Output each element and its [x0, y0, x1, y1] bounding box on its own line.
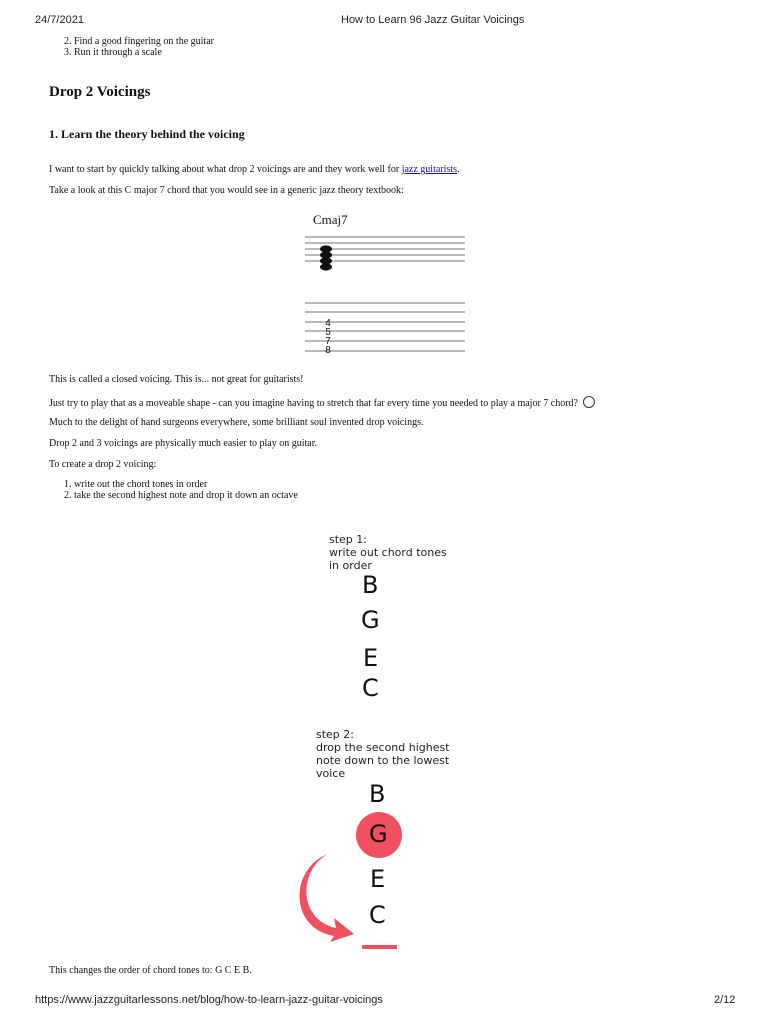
paragraph-closed: This is called a closed voicing. This is... not great for guitarists! — [49, 374, 304, 385]
subsection-title: 1. Learn the theory behind the voicing — [49, 127, 245, 141]
step2-caption — [316, 728, 450, 780]
section-title: Drop 2 Voicings — [49, 84, 151, 100]
step2-line: drop the second highest — [316, 741, 450, 754]
print-title: How to Learn 96 Jazz Guitar Voicings — [341, 14, 525, 26]
step2-note-c: C — [369, 901, 386, 929]
paragraph-result: This changes the order of chord tones to: G C E B. — [49, 965, 252, 976]
chord-name: Cmaj7 — [313, 212, 348, 227]
step2-note-b: B — [369, 780, 386, 808]
paragraph-surgeons: Much to the delight of hand surgeons everywhere, some brilliant soul invented drop voicings. — [49, 417, 424, 428]
tab-fret: 8 — [325, 345, 331, 356]
list-item: 1. write out the chord tones in order — [74, 479, 298, 490]
step1-line: step 1: — [329, 533, 367, 546]
step1-line: in order — [329, 559, 372, 572]
notation-figure — [300, 228, 470, 358]
print-url: https://www.jazzguitarlessons.net/blog/how-to-learn-jazz-guitar-voicings — [35, 994, 383, 1006]
confused-face-icon — [583, 396, 595, 408]
tab-fret: 5 — [325, 327, 331, 338]
paragraph-easier: Drop 2 and 3 voicings are physically much easier to play on guitar. — [49, 438, 317, 449]
paragraph-text: . — [456, 164, 460, 175]
step2-note-e: E — [370, 865, 386, 893]
step2-note-g: G — [369, 820, 388, 848]
print-date: 24/7/2021 — [35, 14, 84, 26]
step1-line: write out chord tones — [329, 546, 447, 559]
steps-list — [49, 479, 298, 501]
step1-note-b: B — [362, 571, 379, 599]
step1-caption — [329, 533, 447, 572]
paragraph-intro — [49, 163, 459, 176]
list-item: 2. take the second highest note and drop it down an octave — [74, 490, 298, 501]
paragraph-text: I want to start by quickly talking about what drop 2 voicings are and they work well for — [49, 164, 402, 175]
step1-note-c: C — [362, 674, 379, 702]
top-list — [49, 36, 214, 58]
step1-note-g: G — [361, 606, 380, 634]
paragraph-create: To create a drop 2 voicing: — [49, 459, 157, 470]
jazz-guitarists-link[interactable]: jazz guitarists — [401, 164, 457, 175]
list-item: 2. Find a good fingering on the guitar — [74, 36, 214, 47]
step1-note-e: E — [363, 644, 379, 672]
tab-fret: 4 — [325, 318, 331, 329]
step2-line: voice — [316, 767, 346, 780]
paragraph-textbook: Take a look at this C major 7 chord that you would see in a generic jazz theory textbook: — [49, 185, 404, 196]
list-item: 3. Run it through a scale — [74, 47, 214, 58]
step2-line: note down to the lowest — [316, 754, 450, 767]
paragraph-text: Just try to play that as a moveable shape - can you imagine having to stretch that far every time you needed to play a major 7 chord? — [49, 398, 578, 409]
step2-line: step 2: — [316, 728, 354, 741]
tab-fret: 7 — [325, 336, 331, 347]
page-number: 2/12 — [714, 994, 736, 1006]
chord-notes — [320, 245, 332, 270]
paragraph-moveable — [49, 396, 595, 410]
drop-arrow-icon — [296, 850, 406, 954]
